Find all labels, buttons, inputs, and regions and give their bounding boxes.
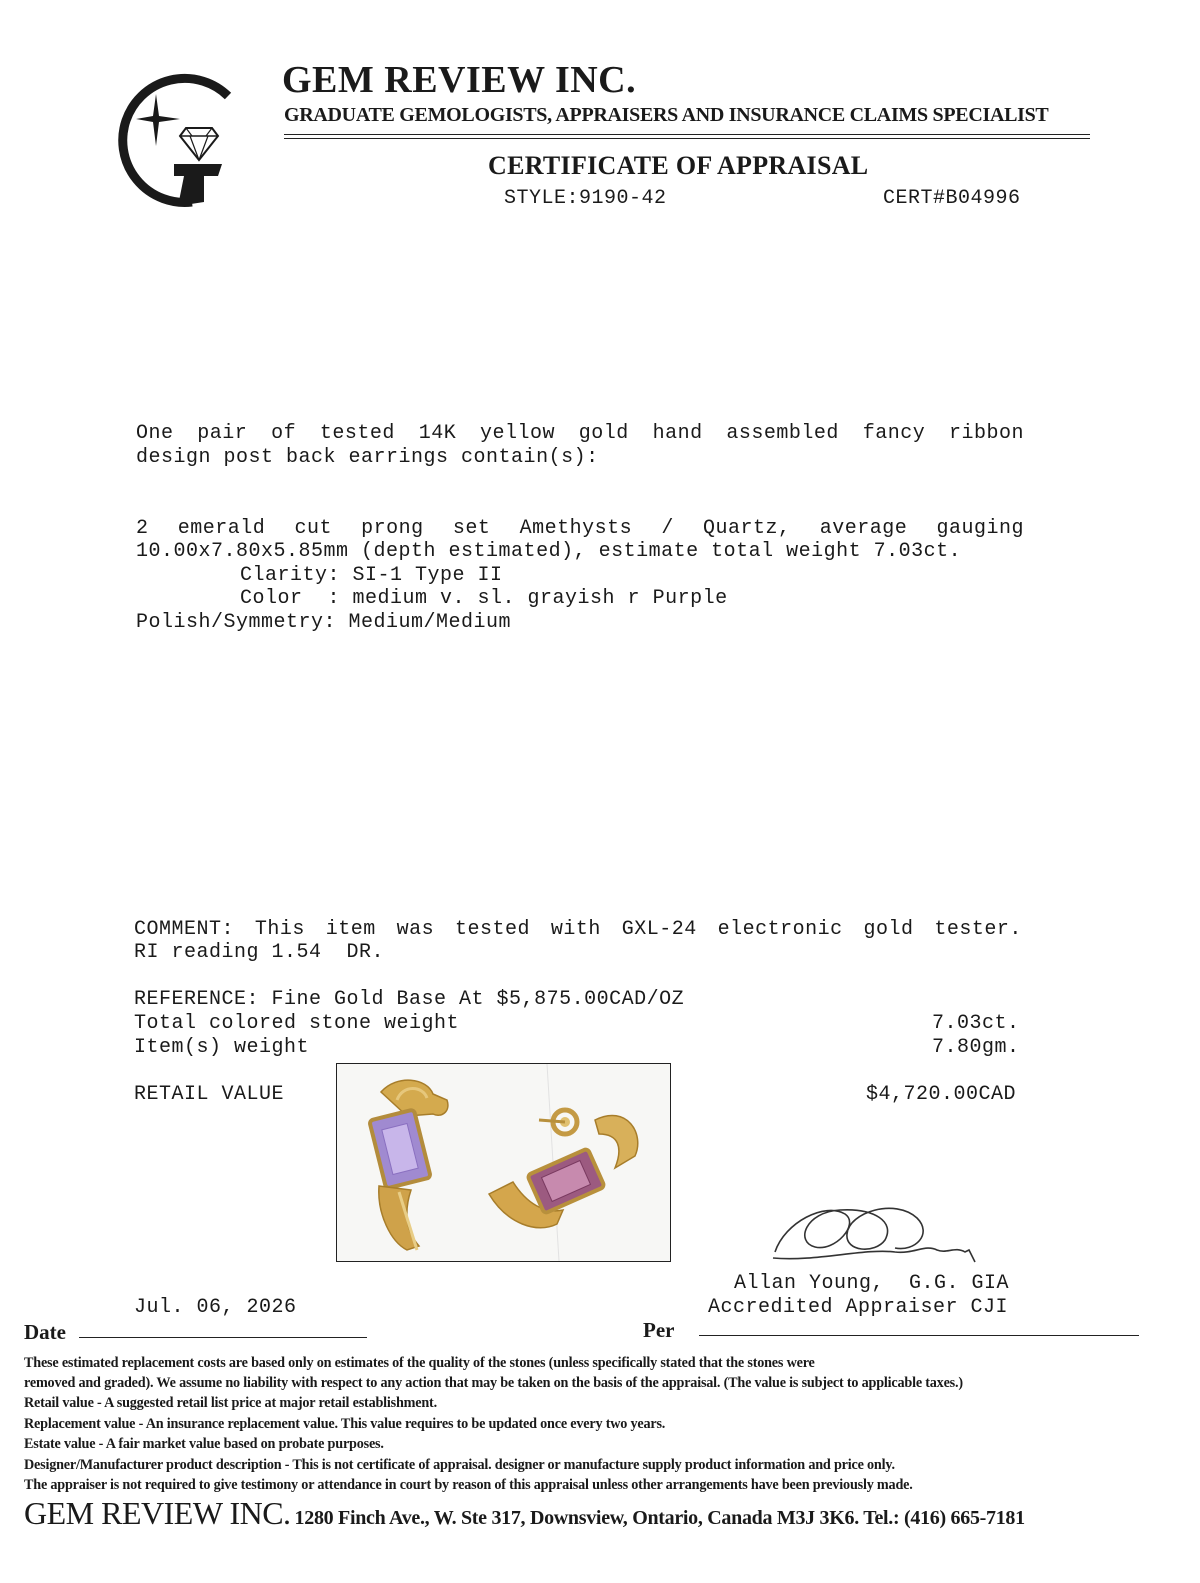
header-rule xyxy=(284,138,1090,139)
appraiser-name: Allan Young, G.G. GIA xyxy=(734,1272,1010,1295)
retail-value: $4,720.00CAD xyxy=(866,1083,1017,1106)
disclaimer-line: Replacement value - An insurance replacement value. This value requires to be updated once every two years. xyxy=(24,1416,666,1432)
cert-number: CERT#B04996 xyxy=(883,187,1021,210)
footer-address: 1280 Finch Ave., W. Ste 317, Downsview, Ontario, Canada M3J 3K6. Tel.: (416) 665-7181 xyxy=(294,1507,1025,1529)
stone-weight-label: Total colored stone weight xyxy=(134,1012,460,1035)
stones-line-1 xyxy=(136,517,1024,540)
word: item xyxy=(325,918,376,941)
disclaimer-line: removed and graded). We assume no liability with respect to any action that may be taken on the basis of the appraisal. (The value is subject to applicable taxes.) xyxy=(24,1375,963,1391)
disclaimer-line: These estimated replacement costs are based only on estimates of the quality of the stones (unless specifically stated that the stones were xyxy=(24,1355,815,1371)
appraiser-signature xyxy=(765,1192,1000,1272)
company-name: GEM REVIEW INC. xyxy=(282,59,637,101)
word: with xyxy=(550,918,601,941)
word: GXL-24 xyxy=(621,918,697,941)
earrings-photo xyxy=(336,1063,671,1262)
word: gauging xyxy=(936,517,1024,540)
word: of xyxy=(271,422,297,445)
stones-line-2: 10.00x7.80x5.85mm (depth estimated), estimate total weight 7.03ct. xyxy=(136,540,962,563)
word: cut xyxy=(294,517,332,540)
word: tested xyxy=(319,422,395,445)
word: ribbon xyxy=(948,422,1024,445)
date-line xyxy=(79,1337,367,1338)
appraisal-date: Jul. 06, 2026 xyxy=(134,1296,297,1319)
word: gold xyxy=(863,918,914,941)
certificate-title: CERTIFICATE OF APPRAISAL xyxy=(488,151,869,180)
per-line xyxy=(699,1335,1139,1336)
word: set xyxy=(452,517,491,540)
disclaimer-line: Designer/Manufacturer product description - This is not certificate of appraisal. designer or manufacture supply product information and price only. xyxy=(24,1457,895,1473)
word: This xyxy=(254,918,305,941)
word: pair xyxy=(197,422,248,445)
word: emerald xyxy=(177,517,266,540)
date-label: Date xyxy=(24,1320,66,1344)
word: One xyxy=(136,422,174,445)
description-line-1 xyxy=(136,422,1024,445)
word: was xyxy=(396,918,435,941)
word: average xyxy=(819,517,908,540)
appraiser-title: Accredited Appraiser CJI xyxy=(708,1296,1009,1319)
company-logo xyxy=(100,64,235,209)
header-rule xyxy=(284,134,1090,135)
clarity: Clarity: SI-1 Type II xyxy=(240,564,503,587)
comment-line-1 xyxy=(134,918,1022,941)
word: 14K xyxy=(418,422,457,445)
word: yellow xyxy=(479,422,555,445)
word: Quartz, xyxy=(703,517,791,540)
item-weight-value: 7.80gm. xyxy=(932,1036,1020,1059)
word: COMMENT: xyxy=(134,918,235,941)
description-line-2: design post back earrings contain(s): xyxy=(136,446,599,469)
disclaimer-line: The appraiser is not required to give testimony or attendance in court by reason of this appraisal unless other arrangements have been previously made. xyxy=(24,1477,913,1493)
retail-value-label: RETAIL VALUE xyxy=(134,1083,285,1106)
stone-weight-value: 7.03ct. xyxy=(932,1012,1020,1035)
word: fancy xyxy=(862,422,926,445)
word: Amethysts xyxy=(519,517,633,540)
word: tester. xyxy=(934,918,1022,941)
word: hand xyxy=(652,422,703,445)
comment-line-2: RI reading 1.54 DR. xyxy=(134,941,385,964)
disclaimer-line: Retail value - A suggested retail list price at major retail establishment. xyxy=(24,1395,437,1411)
style-number: STYLE:9190-42 xyxy=(504,187,667,210)
word: tested xyxy=(455,918,531,941)
word: / xyxy=(661,517,674,540)
word: gold xyxy=(578,422,629,445)
reference-line: REFERENCE: Fine Gold Base At $5,875.00CAD/OZ xyxy=(134,988,685,1011)
word: prong xyxy=(361,517,424,540)
polish-symmetry: Polish/Symmetry: Medium/Medium xyxy=(136,611,512,634)
footer-company: GEM REVIEW INC. xyxy=(24,1495,291,1531)
word: 2 xyxy=(136,517,149,540)
footer xyxy=(24,1495,1025,1532)
word: electronic xyxy=(717,918,843,941)
company-subtitle: GRADUATE GEMOLOGISTS, APPRAISERS AND INSURANCE CLAIMS SPECIALIST xyxy=(284,104,1049,126)
color: Color : medium v. sl. grayish r Purple xyxy=(240,587,728,610)
word: assembled xyxy=(726,422,839,445)
disclaimer-line: Estate value - A fair market value based on probate purposes. xyxy=(24,1436,384,1452)
per-label: Per xyxy=(643,1318,675,1342)
item-weight-label: Item(s) weight xyxy=(134,1036,310,1059)
